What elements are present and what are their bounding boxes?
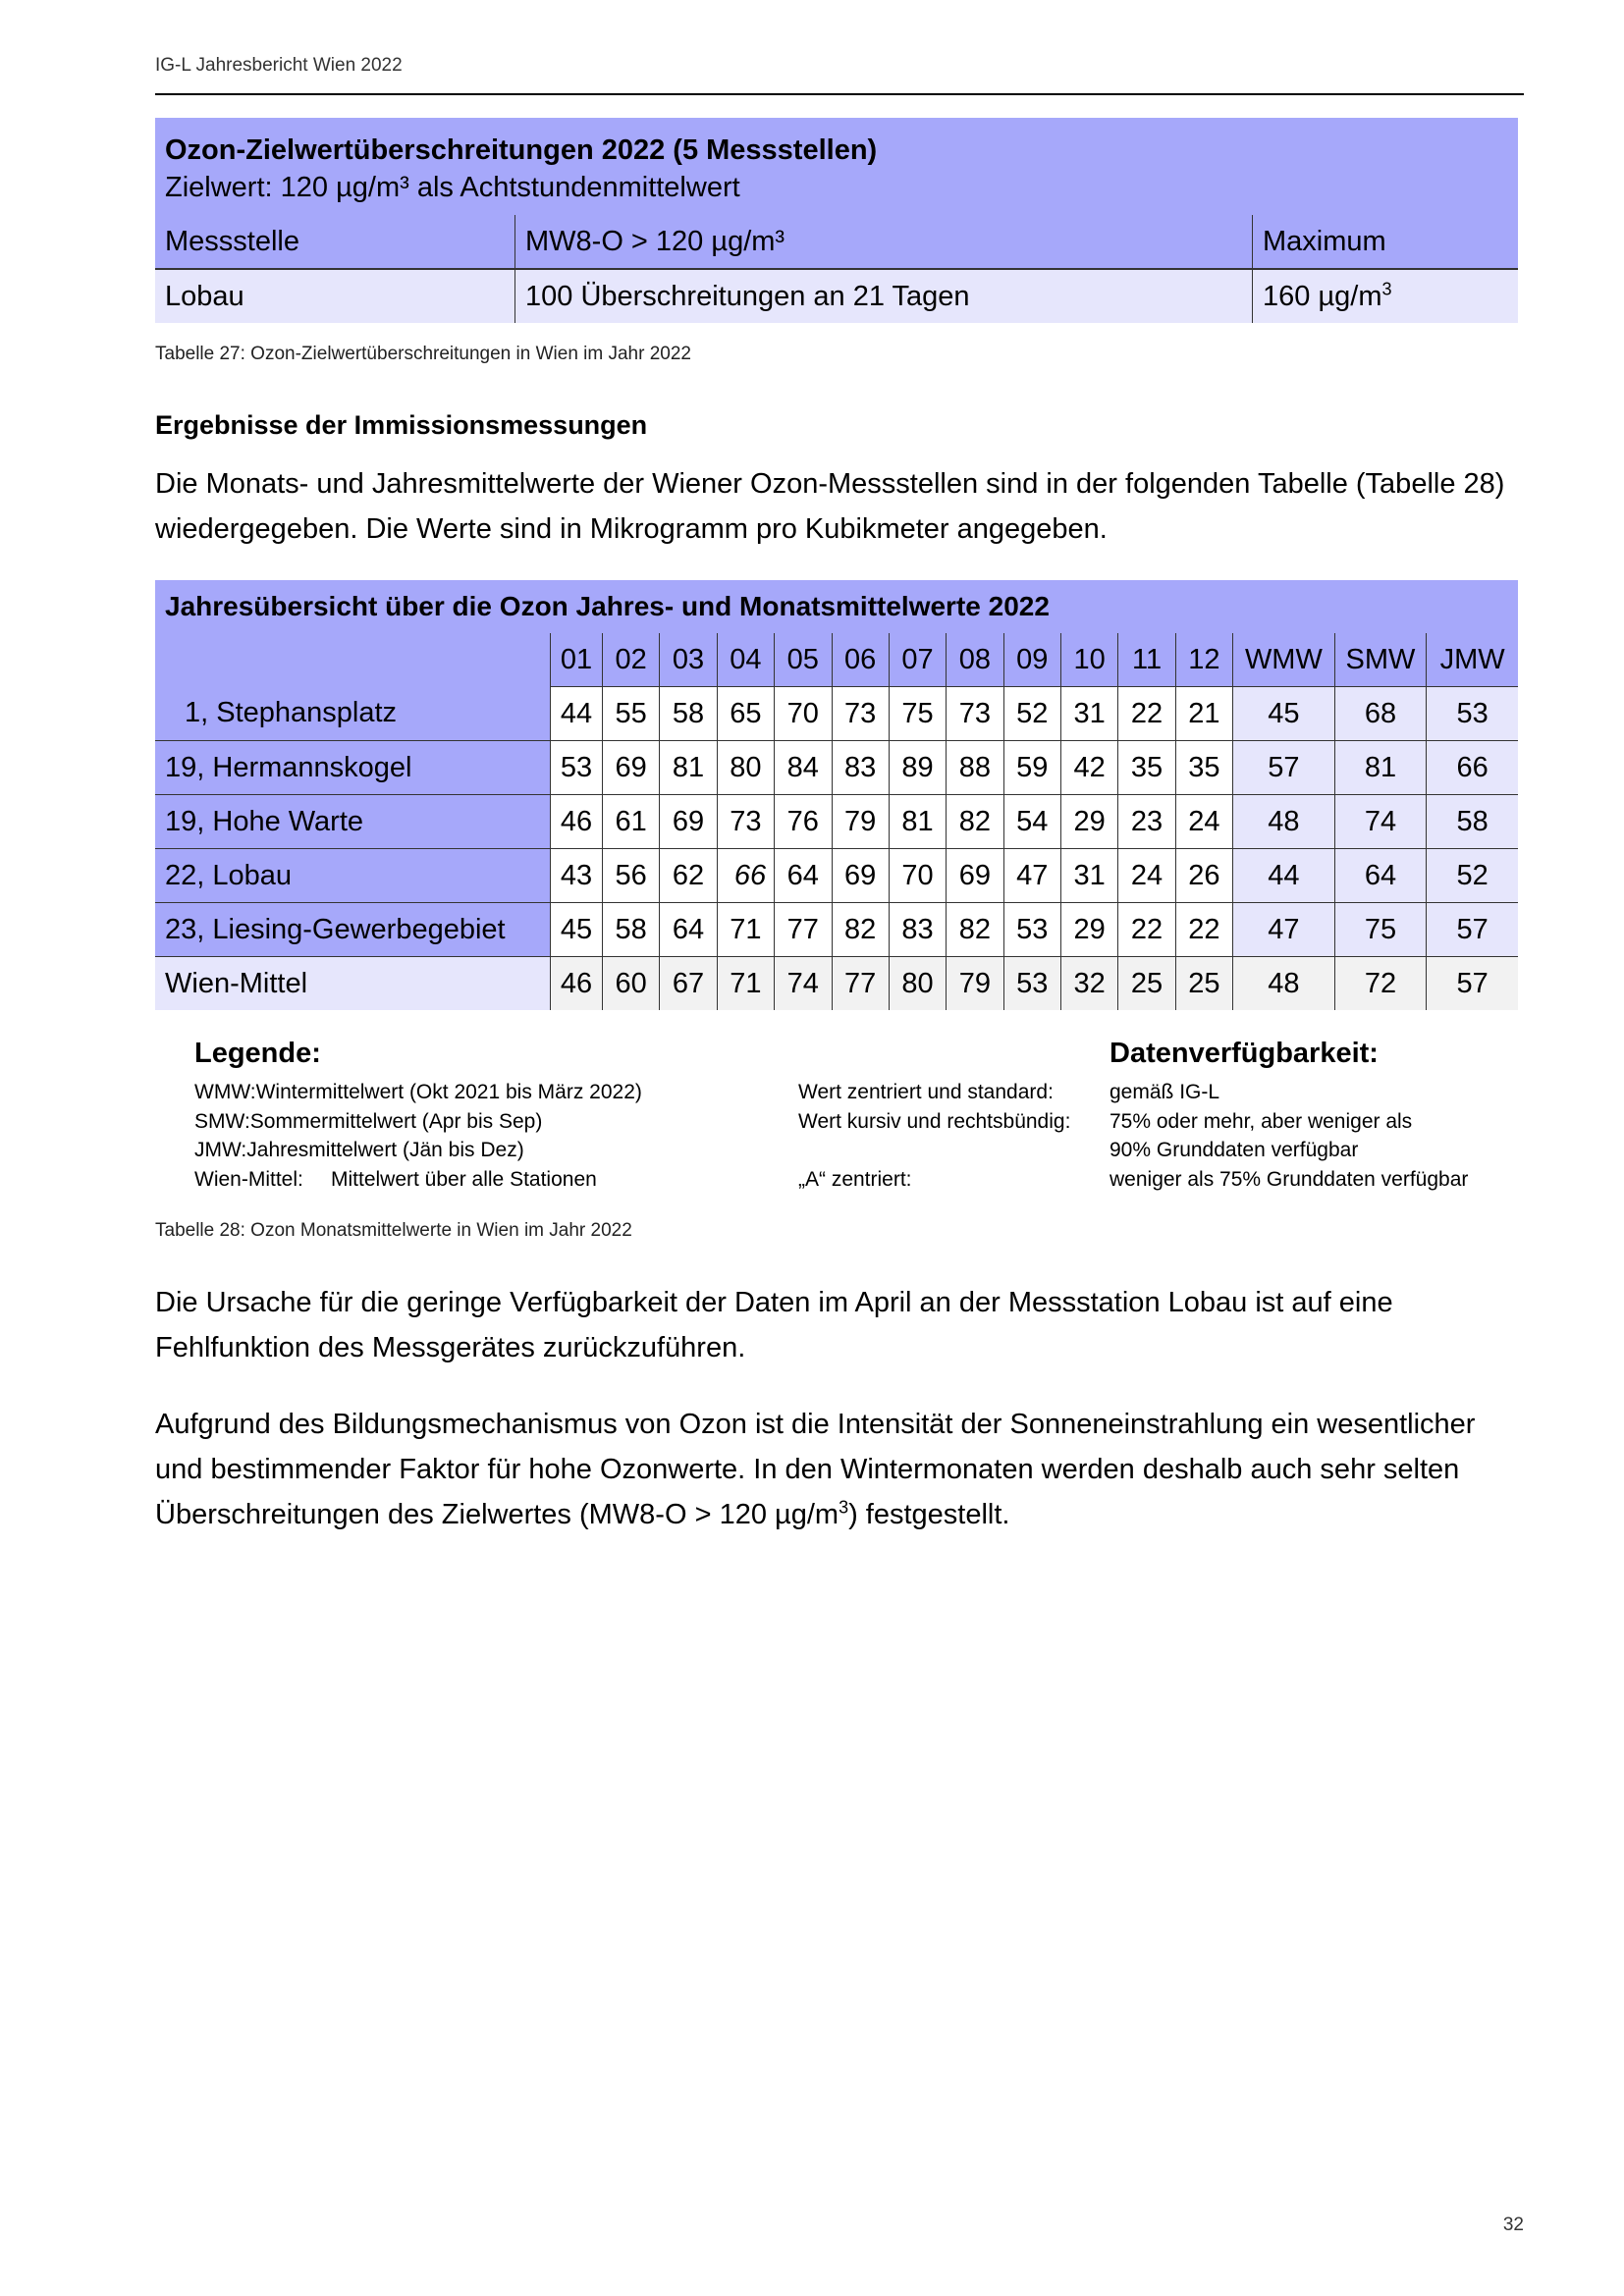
value-cell: 70 bbox=[775, 687, 832, 741]
paragraph-ozone-sup: 3 bbox=[839, 1497, 849, 1518]
value-cell: 82 bbox=[832, 903, 889, 957]
value-cell: 53 bbox=[1003, 957, 1060, 1011]
ozone-monthly-table bbox=[155, 580, 1518, 1010]
ozone-target-table bbox=[155, 118, 1518, 323]
table27-max-value: 160 µg/m bbox=[1263, 280, 1382, 312]
value-cell: 73 bbox=[947, 687, 1003, 741]
value-cell: 25 bbox=[1175, 957, 1232, 1011]
value-cell: 73 bbox=[717, 795, 774, 849]
value-cell: 64 bbox=[1334, 849, 1427, 903]
value-cell: 55 bbox=[603, 687, 660, 741]
station-name: 22, Lobau bbox=[155, 849, 551, 903]
table27-col-max: Maximum bbox=[1253, 215, 1519, 270]
table27-station: Lobau bbox=[165, 280, 244, 312]
value-cell: 72 bbox=[1334, 957, 1427, 1011]
value-cell: 46 bbox=[551, 795, 603, 849]
value-cell: 71 bbox=[717, 903, 774, 957]
paragraph-lobau: Die Ursache für die geringe Verfügbarkeit der Daten im April an der Messstation Lobau ist auf eine Fehlfunktion des Messgerätes zurückzuführen. bbox=[155, 1287, 1393, 1363]
caption-table27: Tabelle 27: Ozon-Zielwertüberschreitungen in Wien im Jahr 2022 bbox=[155, 344, 691, 364]
table28-col-header: JMW bbox=[1427, 633, 1518, 687]
value-cell: 26 bbox=[1175, 849, 1232, 903]
value-cell: 35 bbox=[1118, 741, 1175, 795]
value-cell: 53 bbox=[1427, 687, 1518, 741]
table28-col-header: 12 bbox=[1175, 633, 1232, 687]
value-cell: 48 bbox=[1233, 795, 1335, 849]
station-name: Wien-Mittel bbox=[155, 957, 551, 1011]
value-cell: 82 bbox=[947, 903, 1003, 957]
availability-partial-2: 90% Grunddaten verfügbar bbox=[1110, 1139, 1359, 1161]
paragraph-intro: Die Monats- und Jahresmittelwerte der Wiener Ozon-Messstellen sind in der folgenden Tabelle (Tabelle 28) wiedergegeben. Die Werte sind in Mikrogramm pro Kubikmeter angegeben. bbox=[155, 468, 1505, 545]
value-cell: 53 bbox=[1003, 903, 1060, 957]
value-cell: 81 bbox=[1334, 741, 1427, 795]
value-cell: 88 bbox=[947, 741, 1003, 795]
value-cell: 47 bbox=[1233, 903, 1335, 957]
table-row bbox=[155, 849, 1518, 903]
value-cell: 22 bbox=[1175, 903, 1232, 957]
value-cell: 83 bbox=[832, 741, 889, 795]
table27-title: Ozon-Zielwertüberschreitungen 2022 (5 Messstellen) bbox=[165, 134, 878, 166]
paragraph-ozone-end: ) festgestellt. bbox=[848, 1499, 1010, 1530]
table28-col-header: 10 bbox=[1061, 633, 1118, 687]
station-name: 19, Hermannskogel bbox=[155, 741, 551, 795]
value-cell: 29 bbox=[1061, 795, 1118, 849]
legend-wmw: WMW:Wintermittelwert (Okt 2021 bis März 2022) bbox=[194, 1081, 642, 1103]
value-cell: 22 bbox=[1118, 687, 1175, 741]
table27-col-station: Messstelle bbox=[155, 215, 515, 270]
value-cell: 61 bbox=[603, 795, 660, 849]
table28-col-header: 07 bbox=[889, 633, 946, 687]
table28-col-header: WMW bbox=[1233, 633, 1335, 687]
value-cell: 44 bbox=[1233, 849, 1335, 903]
value-cell: 57 bbox=[1427, 903, 1518, 957]
value-cell: 89 bbox=[889, 741, 946, 795]
availability-low: weniger als 75% Grunddaten verfügbar bbox=[1110, 1168, 1469, 1191]
value-cell: 80 bbox=[717, 741, 774, 795]
table-row bbox=[155, 795, 1518, 849]
value-cell: 31 bbox=[1061, 849, 1118, 903]
value-cell: 81 bbox=[889, 795, 946, 849]
value-cell: 74 bbox=[775, 957, 832, 1011]
value-cell: 65 bbox=[717, 687, 774, 741]
legend-jmw: JMW:Jahresmittelwert (Jän bis Dez) bbox=[194, 1139, 524, 1161]
table-row bbox=[155, 957, 1518, 1011]
value-cell: 64 bbox=[660, 903, 717, 957]
paragraph-ozone-text: Aufgrund des Bildungsmechanismus von Ozon ist die Intensität der Sonneneinstrahlung ein wesentlicher und bestimmender Faktor für hohe Ozonwerte. In den Wintermonaten werden deshalb auch sehr selten Überschreitungen des Zielwertes (MW8-O > 120 µg/m bbox=[155, 1409, 1476, 1530]
table28-corner bbox=[155, 633, 551, 687]
value-cell: 35 bbox=[1175, 741, 1232, 795]
value-cell: 71 bbox=[717, 957, 774, 1011]
value-cell: 69 bbox=[660, 795, 717, 849]
legend-standard-label: Wert zentriert und standard: bbox=[798, 1081, 1054, 1103]
station-name: 23, Liesing-Gewerbegebiet bbox=[155, 903, 551, 957]
station-name: 19, Hohe Warte bbox=[155, 795, 551, 849]
value-cell: 80 bbox=[889, 957, 946, 1011]
table-row bbox=[155, 687, 1518, 741]
table28-col-header: 01 bbox=[551, 633, 603, 687]
value-cell: 24 bbox=[1118, 849, 1175, 903]
value-cell: 23 bbox=[1118, 795, 1175, 849]
value-cell: 74 bbox=[1334, 795, 1427, 849]
value-cell: 22 bbox=[1118, 903, 1175, 957]
value-cell: 25 bbox=[1118, 957, 1175, 1011]
value-cell: 21 bbox=[1175, 687, 1232, 741]
paragraph-ozone bbox=[155, 1402, 1524, 1537]
value-cell: 69 bbox=[947, 849, 1003, 903]
value-cell: 83 bbox=[889, 903, 946, 957]
legend-wien-label: Wien-Mittel: bbox=[194, 1168, 303, 1191]
table28-col-header: SMW bbox=[1334, 633, 1427, 687]
table28-col-header: 05 bbox=[775, 633, 832, 687]
table27-subtitle: Zielwert: 120 µg/m³ als Achtstundenmittelwert bbox=[165, 172, 740, 203]
value-cell: 73 bbox=[832, 687, 889, 741]
value-cell: 66 bbox=[717, 849, 774, 903]
value-cell: 56 bbox=[603, 849, 660, 903]
table27-col-exceed: MW8-O > 120 µg/m³ bbox=[515, 215, 1253, 270]
value-cell: 47 bbox=[1003, 849, 1060, 903]
value-cell: 52 bbox=[1427, 849, 1518, 903]
table27-title-cell bbox=[155, 118, 1518, 215]
table-row bbox=[155, 903, 1518, 957]
value-cell: 45 bbox=[551, 903, 603, 957]
table28-title: Jahresübersicht über die Ozon Jahres- und Monatsmittelwerte 2022 bbox=[165, 591, 1050, 621]
table28-col-header: 09 bbox=[1003, 633, 1060, 687]
table-row bbox=[155, 741, 1518, 795]
value-cell: 59 bbox=[1003, 741, 1060, 795]
value-cell: 57 bbox=[1233, 741, 1335, 795]
value-cell: 79 bbox=[832, 795, 889, 849]
value-cell: 77 bbox=[775, 903, 832, 957]
header-rule bbox=[155, 93, 1524, 95]
value-cell: 67 bbox=[660, 957, 717, 1011]
value-cell: 69 bbox=[603, 741, 660, 795]
legend-heading: Legende: bbox=[194, 1038, 321, 1069]
table28-col-header: 08 bbox=[947, 633, 1003, 687]
value-cell: 54 bbox=[1003, 795, 1060, 849]
table28-col-header: 02 bbox=[603, 633, 660, 687]
table28-col-header: 04 bbox=[717, 633, 774, 687]
value-cell: 32 bbox=[1061, 957, 1118, 1011]
value-cell: 46 bbox=[551, 957, 603, 1011]
value-cell: 58 bbox=[603, 903, 660, 957]
legend-smw: SMW:Sommermittelwert (Apr bis Sep) bbox=[194, 1110, 543, 1133]
value-cell: 75 bbox=[889, 687, 946, 741]
value-cell: 77 bbox=[832, 957, 889, 1011]
section-heading: Ergebnisse der Immissionsmessungen bbox=[155, 410, 648, 440]
value-cell: 48 bbox=[1233, 957, 1335, 1011]
availability-standard: gemäß IG-L bbox=[1110, 1081, 1220, 1103]
value-cell: 60 bbox=[603, 957, 660, 1011]
table28-col-header: 11 bbox=[1118, 633, 1175, 687]
value-cell: 45 bbox=[1233, 687, 1335, 741]
legend-wien-desc: Mittelwert über alle Stationen bbox=[331, 1168, 597, 1191]
value-cell: 66 bbox=[1427, 741, 1518, 795]
value-cell: 58 bbox=[1427, 795, 1518, 849]
value-cell: 69 bbox=[832, 849, 889, 903]
value-cell: 24 bbox=[1175, 795, 1232, 849]
table27-max bbox=[1253, 269, 1519, 323]
table28-col-header: 06 bbox=[832, 633, 889, 687]
table28-col-header: 03 bbox=[660, 633, 717, 687]
page-number: 32 bbox=[1502, 2215, 1524, 2235]
value-cell: 62 bbox=[660, 849, 717, 903]
table27-max-sup: 3 bbox=[1381, 278, 1392, 298]
table27-exceed: 100 Überschreitungen an 21 Tagen bbox=[515, 269, 1253, 323]
value-cell: 76 bbox=[775, 795, 832, 849]
availability-heading: Datenverfügbarkeit: bbox=[1110, 1038, 1379, 1069]
running-header: IG-L Jahresbericht Wien 2022 bbox=[155, 55, 403, 76]
table28-header-row bbox=[155, 633, 1518, 687]
legend-a-label: „A“ zentriert: bbox=[798, 1168, 912, 1191]
value-cell: 70 bbox=[889, 849, 946, 903]
value-cell: 53 bbox=[551, 741, 603, 795]
value-cell: 29 bbox=[1061, 903, 1118, 957]
value-cell: 57 bbox=[1427, 957, 1518, 1011]
station-name: 1, Stephansplatz bbox=[155, 687, 551, 741]
value-cell: 31 bbox=[1061, 687, 1118, 741]
value-cell: 81 bbox=[660, 741, 717, 795]
value-cell: 58 bbox=[660, 687, 717, 741]
value-cell: 43 bbox=[551, 849, 603, 903]
value-cell: 82 bbox=[947, 795, 1003, 849]
value-cell: 64 bbox=[775, 849, 832, 903]
value-cell: 44 bbox=[551, 687, 603, 741]
legend-italic-label: Wert kursiv und rechtsbündig: bbox=[798, 1110, 1071, 1133]
value-cell: 79 bbox=[947, 957, 1003, 1011]
value-cell: 68 bbox=[1334, 687, 1427, 741]
value-cell: 52 bbox=[1003, 687, 1060, 741]
caption-table28: Tabelle 28: Ozon Monatsmittelwerte in Wien im Jahr 2022 bbox=[155, 1220, 632, 1241]
value-cell: 42 bbox=[1061, 741, 1118, 795]
availability-partial-1: 75% oder mehr, aber weniger als bbox=[1110, 1110, 1413, 1133]
value-cell: 84 bbox=[775, 741, 832, 795]
value-cell: 75 bbox=[1334, 903, 1427, 957]
